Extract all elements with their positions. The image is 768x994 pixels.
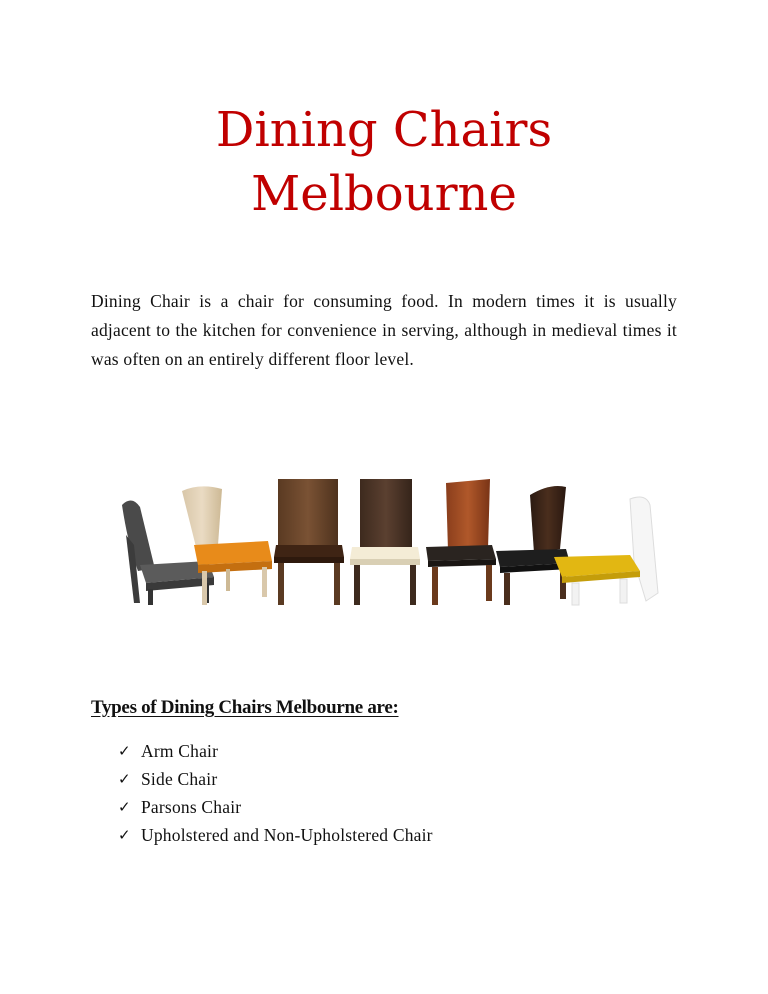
checkmark-icon: ✓ bbox=[118, 798, 131, 816]
list-item-label: Side Chair bbox=[141, 768, 218, 789]
types-heading: Types of Dining Chairs Melbourne are: bbox=[91, 697, 399, 718]
title-line-1: Dining Chairs bbox=[215, 102, 553, 158]
checkmark-icon: ✓ bbox=[118, 742, 131, 760]
intro-paragraph: Dining Chair is a chair for consuming food. In modern times it is usually adjacent to the kitchen for convenience in serving, although in medieval times it was often on an entirely different floor level. bbox=[91, 291, 677, 369]
dining-chairs-photo bbox=[110, 465, 670, 625]
chair-zebrano bbox=[426, 479, 496, 605]
chair-cream bbox=[350, 479, 420, 605]
list-item-label: Upholstered and Non-Upholstered Chair bbox=[141, 824, 433, 845]
chair-dark bbox=[496, 486, 570, 605]
chair-orange bbox=[182, 486, 272, 605]
list-item bbox=[118, 737, 433, 765]
list-item-label: Arm Chair bbox=[141, 740, 219, 761]
chair-walnut bbox=[274, 479, 344, 605]
page-title bbox=[0, 98, 768, 226]
list-item bbox=[118, 793, 433, 821]
list-item bbox=[118, 765, 433, 793]
list-item bbox=[118, 821, 433, 849]
checkmark-icon: ✓ bbox=[118, 826, 131, 844]
list-item-label: Parsons Chair bbox=[141, 796, 242, 817]
checkmark-icon: ✓ bbox=[118, 770, 131, 788]
title-line-2: Melbourne bbox=[251, 166, 517, 222]
chair-types-list bbox=[118, 737, 433, 849]
chair-white-yellow bbox=[554, 497, 658, 605]
